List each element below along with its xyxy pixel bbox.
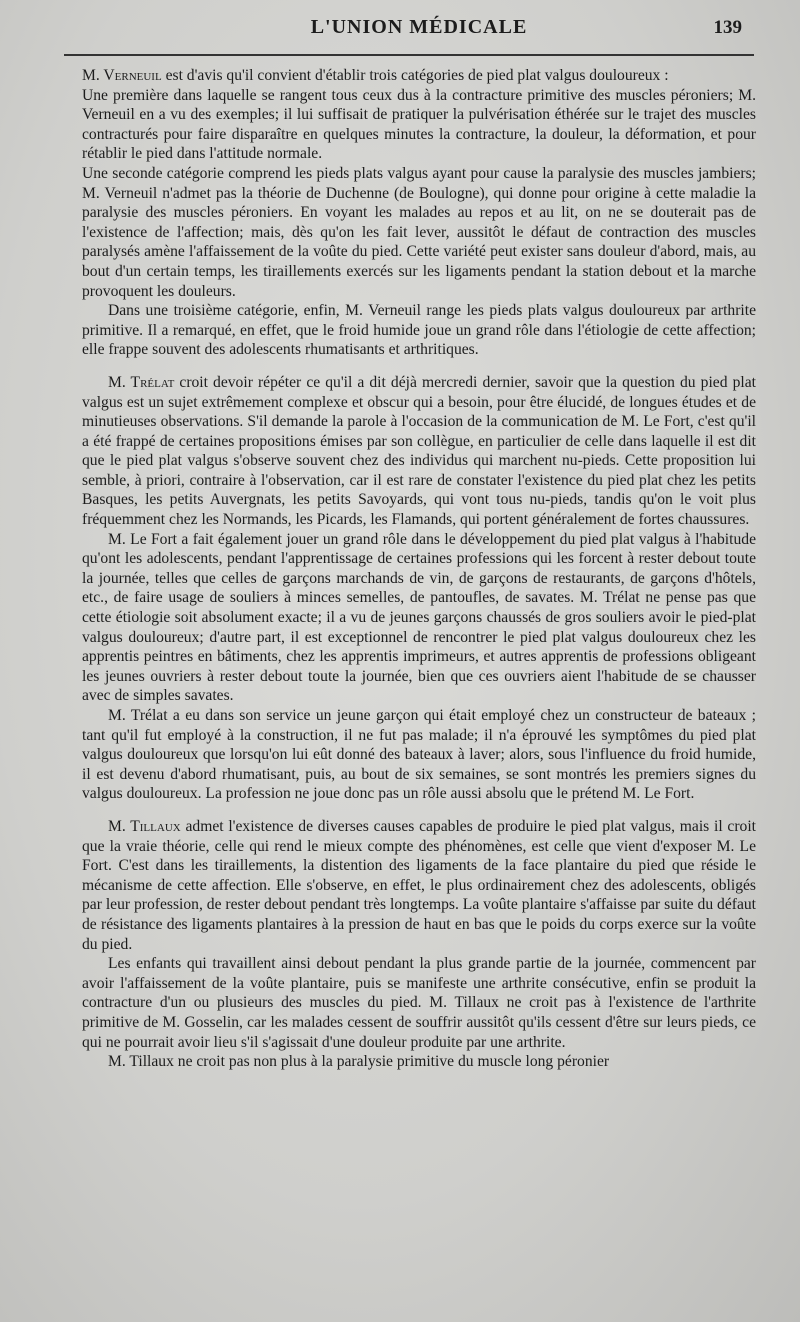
paragraph: [82, 530, 756, 706]
paragraph-text: Les enfants qui travaillent ainsi debout pendant la plus grande partie de la journée, commencent par avoir l'affaissement de la voûte plantaire, puis se manifeste une arthrite consécutive, enfin se produit la contracture d'un ou plusieurs des muscles du pied. M. Tillaux ne croit pas à l'existence de l'arthrite primitive de M. Gosselin, car les malades cessent de souffrir aussitôt qu'ils cessent d'être sur leurs pieds, ce qui ne pourrait avoir lieu s'il s'agissait d'une douleur produite par une arthrite.: [82, 955, 756, 1051]
paragraph-text: Une première dans laquelle se rangent tous ceux dus à la contracture primitive des muscles péroniers; M. Verneuil en a vu des exemples; il lui suffisait de pratiquer la pulvérisation éthérée sur le trajet des muscles contracturés pour faire disparaître en quelques minutes la contracture, la douleur, la déformation, et pour rétablir le pied dans l'attitude normale.: [82, 86, 756, 163]
speaker-name: M. Tillaux: [108, 817, 181, 835]
paragraph: [82, 954, 756, 1052]
page-header: [82, 14, 756, 42]
paragraph-text: croit devoir répéter ce qu'il a dit déjà mercredi dernier, savoir que la question du pied plat valgus est un sujet extrêmement complexe et obscur qui a besoin, pour être élucidé, de longues études et de minutieuses observations. S'il demande la parole à l'occasion de la communication de M. Le Fort, c'est qu'il a été frappé de certaines propositions émises par son collègue, en particulier de celle dans laquelle il est dit que le pied plat valgus s'observe souvent chez des individus qui marchent nu-pieds. Cette proposition lui semble, à priori, contraire à l'observation, car il est rare de constater l'existence du pied plat chez les petits Basques, les petits Auvergnats, les petits Savoyards, qui vont tous nu-pieds, tandis qu'on le voit plus fréquemment chez les Normands, les Picards, les Flamands, qui portent généralement de fortes chaussures.: [82, 373, 756, 529]
paragraph: [82, 301, 756, 360]
speaker-name: M. Trélat: [108, 373, 175, 391]
paragraph: [82, 706, 756, 804]
header-rule: [64, 54, 754, 56]
paragraph-text: Dans une troisième catégorie, enfin, M. Verneuil range les pieds plats valgus douloureux par arthrite primitive. Il a remarqué, en effet, que le froid humide joue un grand rôle dans l'étiologie de cette affection; elle frappe souvent des adolescents rhumatisants et arthritiques.: [82, 302, 756, 359]
paragraph-text: Une seconde catégorie comprend les pieds plats valgus ayant pour cause la paralysie des muscles jambiers; M. Verneuil n'admet pas la théorie de Duchenne (de Boulogne), qui donne pour origine à cette maladie la paralysie des muscles péroniers. En voyant les malades au repos et au lit, on ne se douterait pas de l'existence de l'affection; mais, dès qu'on les fait lever, aussitôt le défaut de contraction des muscles paralysés amène l'affaissement de la voûte du pied. Cette variété peut exister sans douleur d'abord, mais, au bout d'un certain temps, les tiraillements exercés sur les ligaments pendant la station debout et la marche provoquent les douleurs.: [82, 164, 756, 300]
speaker-name: M. Verneuil: [82, 67, 162, 84]
body-text: [82, 66, 756, 1072]
paragraph: [82, 86, 756, 164]
paragraph: [82, 164, 756, 301]
paragraph-text: M. Le Fort a fait également jouer un grand rôle dans le développement du pied plat valgus à l'habitude qu'ont les adolescents, pendant l'apprentissage de certaines professions qui les forcent à rester debout toute la journée, telles que celles de garçons marchands de vin, de garçons de restaurants, de garçons d'hôtels, etc., de faire usage de souliers à minces semelles, de pantoufles, de savates. M. Trélat ne pense pas que cette étiologie soit absolument exacte; il a vu de jeunes garçons chaussés de gros souliers avoir le pied-plat valgus douloureux; d'autre part, il est exceptionnel de rencontrer le pied plat valgus douloureux chez les apprentis peintres en bâtiments, chez les apprentis imprimeurs, et autres apprentis de professions obligeant les jeunes ouvriers à rester debout toute la journée, bien que ces ouvriers aient l'habitude de se chausser avec de simples savates.: [82, 530, 756, 705]
paragraph: [82, 66, 756, 86]
paragraph-text: M. Tillaux ne croit pas non plus à la paralysie primitive du muscle long péronier: [108, 1053, 610, 1071]
paragraph: [82, 817, 756, 954]
paragraph-text: est d'avis qu'il convient d'établir trois catégories de pied plat valgus douloureux :: [161, 67, 669, 84]
running-title: L'UNION MÉDICALE: [310, 16, 528, 38]
page-number: 139: [713, 17, 742, 38]
paragraph: [82, 373, 756, 530]
paragraph: [82, 1052, 756, 1072]
paragraph-text: M. Trélat a eu dans son service un jeune garçon qui était employé chez un constructeur de bateaux ; tant qu'il fut employé à la construction, il ne fut pas malade; il n'a éprouvé les symptômes du pied plat valgus douloureux que lorsqu'on lui eût donné des bateaux à laver; alors, sous l'influence du froid humide, il est devenu d'abord rhumatisant, puis, au bout de six semaines, se sont montrés les premiers signes du valgus douloureux. La profession ne joue donc pas un rôle aussi absolu que le prétend M. Le Fort.: [82, 707, 756, 803]
paragraph-text: admet l'existence de diverses causes capables de produire le pied plat valgus, mais il croit que la vraie théorie, celle qui rend le mieux compte des phénomènes, est celle que vient d'exposer M. Le Fort. C'est dans les tiraillements, la distention des ligaments de la face plantaire du pied que réside le mécanisme de cette affection. Elle s'observe, en effet, le plus ordinairement chez des adolescents, obligés par leur profession, de rester debout pendant très longtemps. La voûte plantaire s'affaisse par suite du défaut de résistance des ligaments plantaires à la pression de haut en bas que le poids du corps exerce sur la voûte du pied.: [82, 817, 756, 953]
